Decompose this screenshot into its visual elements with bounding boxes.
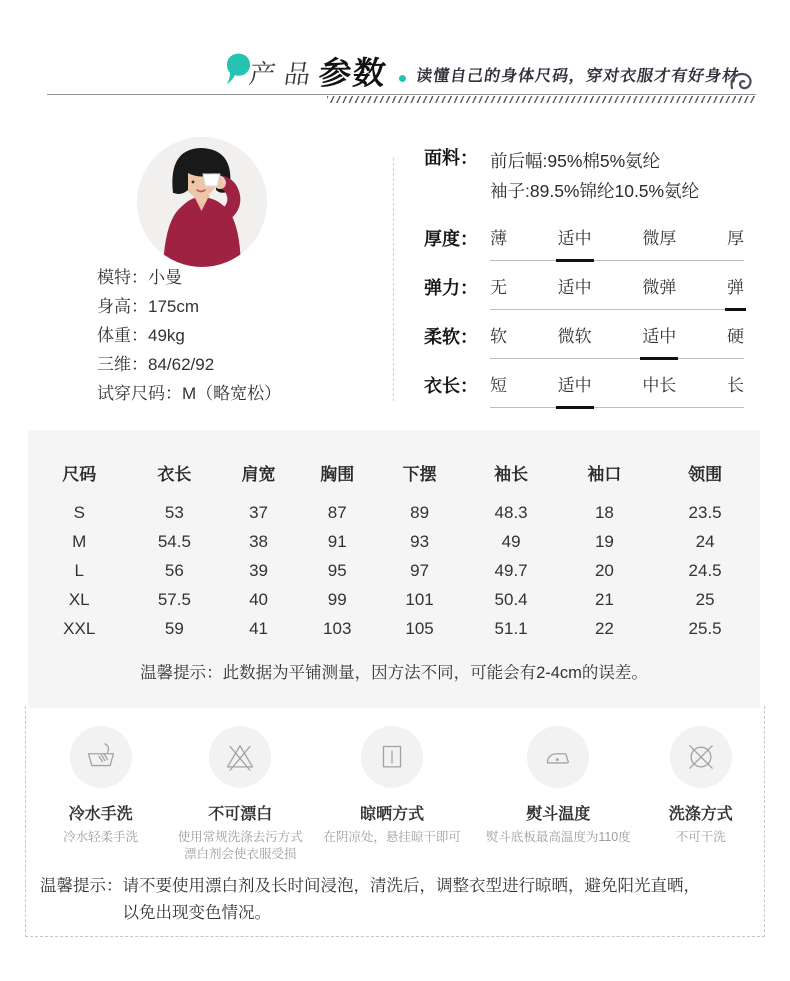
- size-table-section: [28, 430, 760, 708]
- table-cell: 50.4: [494, 589, 528, 609]
- param-option: 厚: [726, 229, 744, 248]
- table-row: [28, 585, 760, 614]
- table-row: [28, 527, 760, 556]
- table-cell: 89: [410, 502, 430, 522]
- care-desc: 使用常规洗涤去污方式 漂白剂会使衣服受损: [177, 830, 303, 861]
- table-cell: 97: [410, 560, 430, 580]
- table-cell: 38: [249, 531, 269, 551]
- model-info-value: 175cm: [148, 297, 200, 316]
- table-cell: 56: [164, 560, 184, 580]
- table-cell: 25: [695, 589, 715, 609]
- table-cell: 87: [327, 502, 347, 522]
- col-header: 袖长: [494, 465, 529, 484]
- table-cell: XXL: [63, 618, 96, 638]
- softness-row: [424, 325, 744, 359]
- page-title-light: 产品: [247, 59, 322, 89]
- table-cell: L: [74, 560, 84, 580]
- param-option: 中长: [642, 376, 677, 395]
- vertical-dashed-separator: [393, 158, 394, 401]
- table-cell: 23.5: [688, 502, 722, 522]
- model-info-row: [97, 263, 281, 292]
- model-info-label: 身高：: [97, 297, 148, 316]
- softness-scale: [490, 326, 744, 359]
- length-row: [424, 374, 744, 408]
- care-title: 熨斗温度: [526, 806, 591, 823]
- care-item: [649, 726, 752, 863]
- fabric-row: [424, 146, 744, 206]
- model-info: [97, 263, 281, 408]
- thickness-scale: [490, 228, 744, 261]
- table-cell: 99: [327, 589, 347, 609]
- table-cell: 95: [327, 560, 347, 580]
- care-item: [38, 726, 163, 863]
- table-row: [28, 556, 760, 585]
- teal-dot-icon: [399, 75, 406, 82]
- model-info-row: [97, 379, 281, 408]
- model-info-label: 模特：: [97, 268, 148, 287]
- table-cell: S: [73, 502, 85, 522]
- care-title: 洗涤方式: [668, 806, 733, 823]
- param-option: 软: [490, 327, 507, 346]
- param-option: 微厚: [642, 229, 677, 248]
- care-title: 晾晒方式: [360, 806, 425, 823]
- table-cell: XL: [68, 589, 90, 609]
- care-item: [467, 726, 649, 863]
- model-info-row: [97, 350, 281, 379]
- param-label: 衣长：: [424, 376, 478, 396]
- care-desc: 不可干洗: [675, 830, 726, 844]
- param-option: 薄: [490, 229, 507, 248]
- col-header: 尺码: [62, 465, 97, 484]
- handwash-icon: [70, 726, 132, 788]
- size-table: [28, 460, 760, 643]
- care-section: [25, 706, 765, 937]
- care-title: 不可漂白: [208, 806, 273, 823]
- table-cell: 101: [405, 589, 434, 609]
- table-cell: 37: [249, 502, 269, 522]
- bottom-note-text: 请不要使用漂白剂及长时间浸泡，清洗后，调整衣型进行晾晒，避免阳光直晒， 以免出现变色情况。: [122, 877, 700, 922]
- table-cell: 49: [501, 531, 521, 551]
- header-tagline: 读懂自己的身体尺码，穿对衣服才有好身材: [414, 68, 741, 85]
- param-label: 厚度：: [424, 229, 478, 249]
- care-desc: 在阴凉处，悬挂晾干即可: [323, 830, 461, 844]
- param-label: 柔软：: [424, 327, 478, 347]
- iron-icon: [527, 726, 589, 788]
- table-cell: 39: [249, 560, 269, 580]
- col-header: 下摆: [402, 465, 437, 484]
- param-option: 适中: [557, 278, 592, 297]
- col-header: 领围: [688, 465, 723, 484]
- table-cell: 91: [327, 531, 347, 551]
- fabric-line2: 袖子:89.5%锦纶10.5%氨纶: [490, 181, 700, 201]
- param-option: 微软: [557, 327, 592, 346]
- table-cell: 22: [594, 618, 614, 638]
- care-title: 冷水手洗: [68, 806, 133, 823]
- thickness-row: [424, 227, 744, 261]
- table-cell: 18: [594, 502, 614, 522]
- param-label: 弹力：: [424, 278, 478, 298]
- table-cell: 41: [249, 618, 269, 638]
- length-scale: [490, 375, 744, 408]
- bottom-note: [40, 873, 764, 927]
- model-info-value: 小曼: [148, 268, 182, 287]
- model-info-row: [97, 292, 281, 321]
- table-cell: M: [72, 531, 87, 551]
- care-desc: 冷水轻柔手洗: [63, 830, 139, 844]
- table-cell: 57.5: [157, 589, 191, 609]
- care-item: [317, 726, 467, 863]
- size-table-header-row: [28, 460, 760, 498]
- param-option-selected: 弹: [726, 278, 744, 297]
- table-row: [28, 498, 760, 527]
- model-info-label: 三维：: [97, 355, 148, 374]
- model-info-value: 49kg: [148, 326, 185, 345]
- model-info-label: 体重：: [97, 326, 148, 345]
- param-option-selected: 适中: [557, 376, 592, 395]
- page-header: [226, 48, 739, 92]
- elasticity-row: [424, 276, 744, 310]
- table-cell: 105: [405, 618, 434, 638]
- model-info-value: M（略宽松）: [182, 384, 282, 403]
- table-cell: 24.5: [688, 560, 722, 580]
- table-cell: 25.5: [688, 618, 722, 638]
- hatch-pattern: [327, 96, 755, 103]
- col-header: 衣长: [157, 465, 192, 484]
- col-header: 胸围: [320, 465, 355, 484]
- bottom-note-label: 温馨提示：: [40, 877, 123, 895]
- no-bleach-icon: [209, 726, 271, 788]
- param-option: 硬: [726, 327, 744, 346]
- header-divider: [47, 94, 756, 95]
- table-cell: 48.3: [494, 502, 528, 522]
- fabric-params: [424, 146, 744, 408]
- param-option: 短: [490, 376, 507, 395]
- table-cell: 19: [594, 531, 614, 551]
- swirl-icon: [729, 71, 753, 95]
- model-info-row: [97, 321, 281, 350]
- care-desc: 熨斗底板最高温度为110度: [485, 830, 631, 844]
- param-option: 无: [490, 278, 507, 297]
- param-option: 长: [726, 376, 744, 395]
- table-cell: 24: [695, 531, 715, 551]
- table-cell: 103: [323, 618, 352, 638]
- table-row: [28, 614, 760, 643]
- table-cell: 53: [164, 502, 184, 522]
- drip-dry-icon: [361, 726, 423, 788]
- fabric-line1: 前后幅:95%棉5%氨纶: [490, 151, 661, 171]
- col-header: 袖口: [587, 465, 622, 484]
- page-title-bold: 参数: [316, 55, 390, 91]
- table-cell: 40: [249, 589, 269, 609]
- table-cell: 49.7: [494, 560, 528, 580]
- model-photo: [137, 137, 267, 267]
- elasticity-scale: [490, 277, 744, 310]
- care-icons-row: [26, 706, 764, 863]
- fabric-label: 面料：: [424, 148, 478, 168]
- table-cell: 51.1: [494, 618, 528, 638]
- model-info-value: 84/62/92: [148, 355, 215, 374]
- model-info-label: 试穿尺码：: [97, 384, 182, 403]
- param-option: 微弹: [642, 278, 677, 297]
- col-header: 肩宽: [241, 465, 276, 484]
- size-table-note: 温馨提示：此数据为平铺测量，因方法不同，可能会有2-4cm的误差。: [140, 664, 648, 682]
- no-dry-clean-icon: [670, 726, 732, 788]
- care-item: [163, 726, 317, 863]
- table-cell: 20: [594, 560, 614, 580]
- param-option-selected: 适中: [557, 229, 592, 248]
- table-cell: 59: [164, 618, 184, 638]
- table-cell: 93: [410, 531, 430, 551]
- table-cell: 54.5: [157, 531, 191, 551]
- param-option-selected: 适中: [642, 327, 677, 346]
- table-cell: 21: [594, 589, 614, 609]
